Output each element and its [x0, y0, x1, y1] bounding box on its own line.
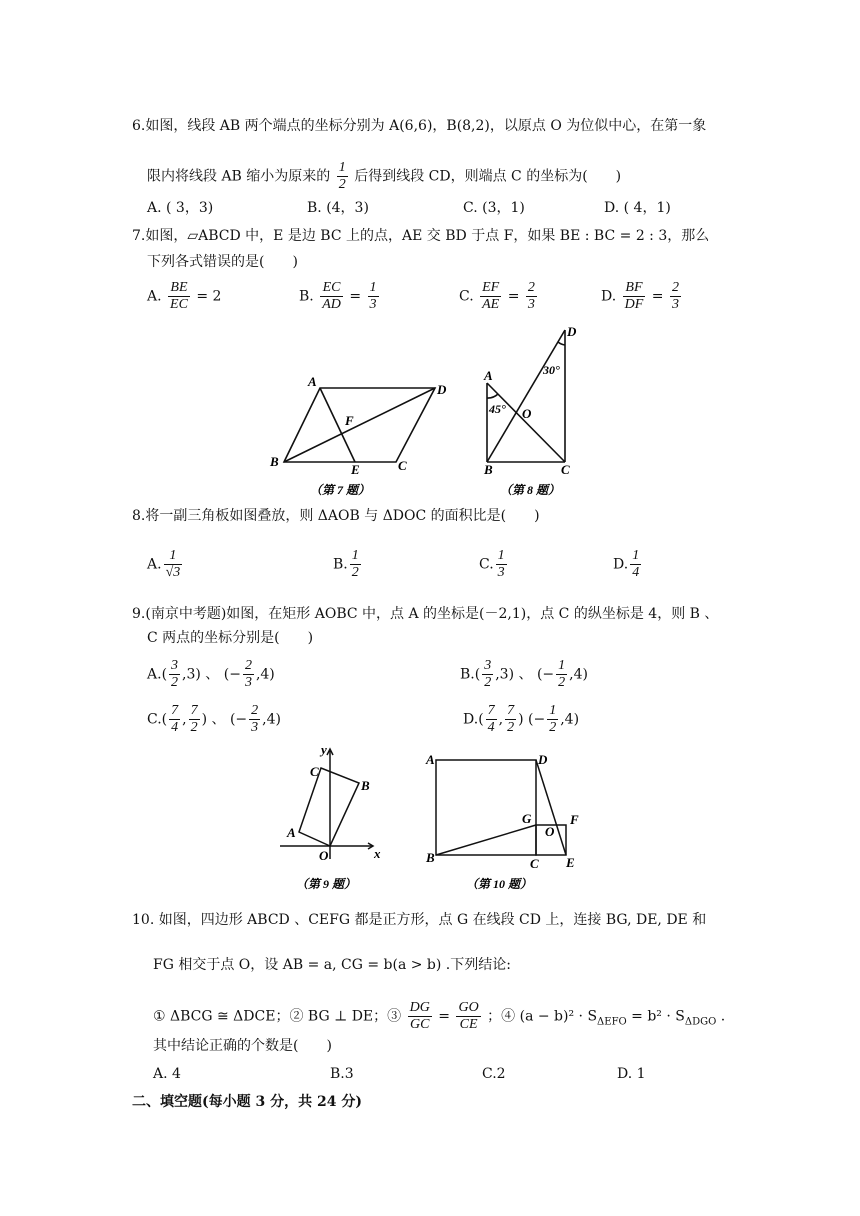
q8-b-den: 2 [351, 565, 359, 580]
q7-c-rnum: 2 [527, 280, 535, 295]
q6-line1: 6.如图，线段 AB 两个端点的坐标分别为 A(6,6)，B(8,2)，以原点 O 为位似中心，在第一象 [132, 118, 707, 134]
fig7-label-c: C [398, 458, 407, 473]
q9-option-b-label: B. [460, 666, 475, 683]
q9-option-d-label: D. [463, 711, 479, 728]
q8-option-a-label: A. [147, 556, 162, 573]
q8-option-d [613, 548, 643, 581]
q7-c-rden: 3 [527, 297, 535, 312]
q8-option-c [479, 548, 509, 581]
q7-line2: 下列各式错误的是( ) [147, 254, 298, 270]
q7-c-num: EF [482, 280, 500, 295]
q10-conclusion-1-2: ① ΔBCG ≅ ΔDCE；② BG ⊥ DE；③ [153, 1008, 402, 1025]
q10-c3-num2: GO [458, 1000, 479, 1015]
figure-7 [284, 388, 435, 462]
fig7-label-b: B [270, 454, 279, 469]
fig9-caption: （第 9 题） [296, 877, 357, 891]
fig8-angle-30: 30° [543, 363, 560, 377]
q6-frac-den: 2 [338, 177, 346, 192]
q10-c4-end: . [716, 1008, 726, 1025]
fig7-label-e: E [351, 462, 360, 477]
angle-30-arc [558, 342, 565, 345]
q6-frac-num: 1 [338, 160, 346, 175]
q8-a-num: 1 [164, 548, 183, 565]
q6-line2-pre: 限内将线段 AB 缩小为原来的 [147, 168, 331, 185]
q10-c3-den2: CE [459, 1017, 478, 1032]
fig8-label-o: O [522, 406, 532, 421]
q10-option-d: D. 1 [617, 1066, 646, 1082]
fig10-caption: （第 10 题） [466, 877, 533, 891]
q8-option-b [333, 548, 363, 581]
q6-line2-post: 后得到线段 CD，则端点 C 的坐标为( ) [354, 168, 622, 185]
q8-b-num: 1 [351, 548, 359, 563]
q8-a-den: √3 [165, 565, 181, 580]
fig10-label-f: F [570, 812, 579, 827]
q9-option-a: A.( $\frac{3}{2}$ ,3) 、 (− $\frac{2}{3}$ ,4) [147, 658, 275, 690]
q8-option-d-label: D. [613, 556, 629, 573]
q8-d-num: 1 [632, 548, 640, 563]
q10-line2: FG 相交于点 O，设 AB = a, CG = b(a > b) .下列结论: [153, 957, 511, 973]
q10-conclusions [153, 1000, 725, 1033]
q9-line1: 9.(南京中考题)如图，在矩形 AOBC 中，点 A 的坐标是(－2,1)，点 C 的纵坐标是 4，则 B 、 [132, 606, 719, 622]
q6-option-c: C. (3，1) [463, 200, 525, 216]
fig8-label-a: A [484, 368, 493, 383]
q8-line1: 8.将一副三角板如图叠放，则 ΔAOB 与 ΔDOC 的面积比是( ) [132, 508, 540, 524]
fig8-label-d: D [567, 324, 577, 339]
angle-45-arc [487, 394, 498, 398]
q7-option-c-label: C. [459, 288, 474, 305]
q9-line2: C 两点的坐标分别是( ) [147, 630, 314, 646]
q6-option-a: A. ( 3，3) [147, 200, 214, 216]
figure-10 [436, 760, 566, 855]
q8-c-den: 3 [497, 565, 505, 580]
section-2-heading: 二、填空题(每小题 3 分，共 24 分) [132, 1094, 362, 1110]
q7-line1: 7.如图，▱ABCD 中，E 是边 BC 上的点，AE 交 BD 于点 F，如果 BE : BC = 2 : 3，那么 [132, 228, 710, 244]
diagonal-bd [284, 388, 435, 462]
fig9-label-x: x [374, 846, 381, 861]
fig10-label-a: A [426, 752, 435, 767]
q8-option-a [147, 548, 184, 581]
q10-c3-num1: DG [409, 1000, 430, 1015]
q8-option-c-label: C. [479, 556, 494, 573]
q7-option-d-label: D. [601, 288, 617, 305]
q10-c3-eq: = [438, 1008, 451, 1025]
figure-9 [280, 749, 373, 859]
q7-b-rnum: 1 [369, 280, 377, 295]
fig7-label-d: D [437, 382, 447, 397]
fig10-label-c: C [530, 856, 539, 871]
figures-9-10 [0, 736, 860, 896]
q10-c4-sub1: ΔEFO [597, 1016, 627, 1028]
q10-c4-mid: = b² · S [626, 1008, 685, 1025]
segment-bd [487, 330, 565, 462]
fig9-label-a: A [287, 825, 296, 840]
segment-de [536, 760, 566, 855]
q7-option-a-label: A. [147, 288, 162, 305]
q10-c3-den1: GC [410, 1017, 430, 1032]
rectangle-aobc [299, 768, 359, 846]
q7-d-eq: = [651, 288, 664, 305]
fig7-label-a: A [308, 374, 317, 389]
q7-b-eq: = [349, 288, 362, 305]
fig8-angle-45: 45° [489, 402, 506, 416]
q6-option-d: D. ( 4，1) [604, 200, 671, 216]
q7-a-rhs: = 2 [196, 288, 222, 305]
fig7-caption: （第 7 题） [310, 483, 371, 497]
segment-bg [436, 825, 536, 855]
q7-d-den: DF [624, 297, 644, 312]
q7-b-rden: 3 [369, 297, 377, 312]
q10-c4-sub2: ΔDGO [684, 1016, 717, 1028]
q10-option-b: B.3 [330, 1066, 354, 1082]
q7-d-rnum: 2 [671, 280, 679, 295]
q9-option-c-label: C. [147, 711, 162, 728]
fig10-label-b: B [426, 850, 435, 865]
q9-option-b: B.( $\frac{3}{2}$ ,3) 、 (− $\frac{1}{2}$ ,4) [460, 658, 588, 690]
fig9-label-y: y [321, 742, 327, 757]
q10-line4: 其中结论正确的个数是( ) [153, 1038, 332, 1054]
fig10-label-e: E [566, 855, 575, 870]
q8-option-b-label: B. [333, 556, 348, 573]
figures-7-8 [0, 0, 860, 510]
fig10-label-g: G [522, 811, 532, 826]
q7-option-b-label: B. [299, 288, 314, 305]
q7-c-den: AE [482, 297, 500, 312]
q8-d-den: 4 [632, 565, 640, 580]
q7-c-eq: = [507, 288, 520, 305]
q7-d-num: BF [623, 280, 646, 297]
q6-option-b: B. (4，3) [307, 200, 369, 216]
q10-option-a: A. 4 [153, 1066, 181, 1082]
fig10-label-d: D [538, 752, 548, 767]
fig7-label-f: F [345, 413, 354, 428]
fig8-label-b: B [484, 462, 493, 477]
q7-b-num: EC [320, 280, 343, 297]
q10-option-c: C.2 [482, 1066, 506, 1082]
q7-a-num: BE [168, 280, 190, 297]
fig9-label-c: C [310, 764, 319, 779]
fig9-label-o: O [319, 848, 329, 863]
figure-8 [487, 330, 565, 462]
fig10-label-o: O [545, 824, 555, 839]
q10-line1: 10. 如图，四边形 ABCD 、CEFG 都是正方形，点 G 在线段 CD 上，连接 BG, DE, DE 和 [132, 912, 707, 928]
q10-c4-pre: ；④ (a − b)² · S [487, 1008, 598, 1025]
q7-a-den: EC [170, 297, 188, 312]
fig8-label-c: C [561, 462, 570, 477]
q9-option-c: C.( $\frac{7}{4}$ , $\frac{7}{2}$ ) 、 (− $\frac{2}{3}$ ,4) [147, 703, 281, 735]
fig9-label-b: B [361, 778, 370, 793]
q8-c-num: 1 [497, 548, 505, 563]
fig8-caption: （第 8 题） [500, 483, 561, 497]
q9-option-a-label: A. [147, 666, 162, 683]
q7-b-den: AD [322, 297, 341, 312]
q9-option-d: D.( $\frac{7}{4}$ , $\frac{7}{2}$ ) (− $\frac{1}{2}$ ,4) [463, 703, 580, 735]
q7-d-rden: 3 [671, 297, 679, 312]
